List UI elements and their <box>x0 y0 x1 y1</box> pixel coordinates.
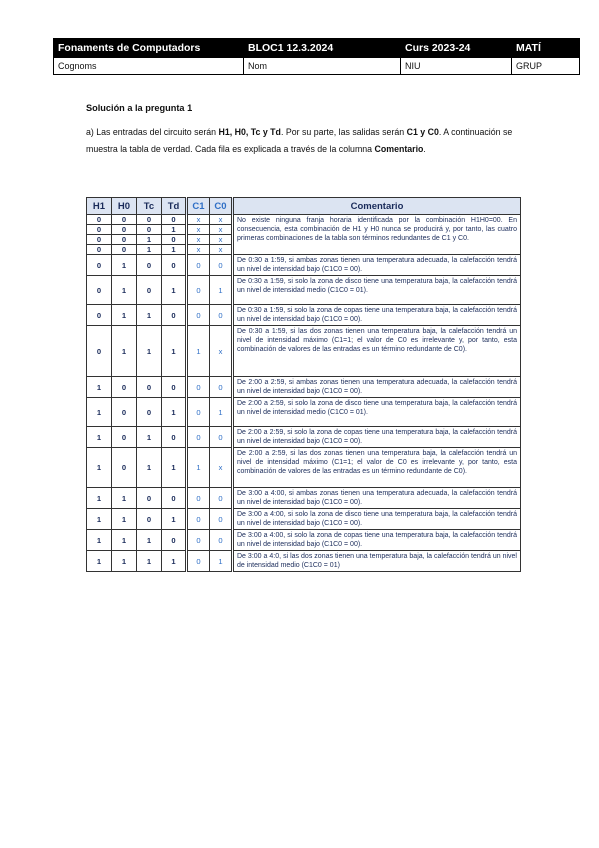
comment-cell: De 2:00 a 2:59, si solo la zona de copas tiene una temperatura baja, la calefacción tendrá un nivel de intensidad bajo (C1C0 = 00). <box>233 427 521 448</box>
intro-prefix: a) Las entradas del circuito serán <box>86 127 219 137</box>
cell-c1: 0 <box>187 530 210 551</box>
cell-c1: 0 <box>187 509 210 530</box>
comment-cell: De 2:00 a 2:59, si ambas zonas tienen una temperatura adecuada, la calefacción tendrá un nivel de intensidad bajo (C1C0 = 00). <box>233 377 521 398</box>
intro-inputs: H1, H0, Tc y Td <box>218 127 281 137</box>
header-tc: Tc <box>137 198 162 215</box>
cell-c1: 0 <box>187 398 210 427</box>
cell-td: 0 <box>162 305 187 326</box>
cell-h1: 1 <box>87 448 112 488</box>
cell-tc: 0 <box>137 377 162 398</box>
niu-field: NIU <box>401 58 512 75</box>
intro-end: . <box>423 144 426 154</box>
cell-tc: 1 <box>137 448 162 488</box>
cell-tc: 0 <box>137 398 162 427</box>
cell-c1: 0 <box>187 255 210 276</box>
header-h1: H1 <box>87 198 112 215</box>
cell-h0: 0 <box>112 427 137 448</box>
cell-tc: 1 <box>137 235 162 245</box>
bloc-date: BLOC1 12.3.2024 <box>244 39 401 58</box>
table-row <box>87 448 521 488</box>
exam-header <box>53 38 580 75</box>
truth-table <box>86 197 521 572</box>
cell-h0: 0 <box>112 448 137 488</box>
nom-field: Nom <box>244 58 401 75</box>
comment-cell: De 3:00 a 4:00, si solo la zona de disco tiene una temperatura baja, la calefacción tendrá un nivel de intensidad bajo (C1C0 = 00). <box>233 509 521 530</box>
cell-td: 1 <box>162 448 187 488</box>
table-row <box>87 509 521 530</box>
table-row <box>87 377 521 398</box>
cell-h1: 0 <box>87 276 112 305</box>
cell-h0: 1 <box>112 276 137 305</box>
cell-td: 0 <box>162 377 187 398</box>
cell-h0: 1 <box>112 255 137 276</box>
cell-tc: 1 <box>137 551 162 572</box>
truth-table-body <box>87 215 521 572</box>
cell-tc: 0 <box>137 509 162 530</box>
course-name: Fonaments de Computadors <box>54 39 244 58</box>
cell-td: 1 <box>162 398 187 427</box>
cell-h0: 1 <box>112 509 137 530</box>
cell-h0: 1 <box>112 551 137 572</box>
cell-c0: 0 <box>210 488 233 509</box>
cell-h1: 1 <box>87 398 112 427</box>
cell-tc: 1 <box>137 305 162 326</box>
intro-paragraph <box>86 124 526 158</box>
cell-h0: 0 <box>112 215 137 225</box>
cell-h1: 1 <box>87 551 112 572</box>
truth-table-header <box>87 198 521 215</box>
cell-tc: 1 <box>137 326 162 377</box>
cell-h1: 1 <box>87 488 112 509</box>
cell-c1: 0 <box>187 427 210 448</box>
cell-c1: 0 <box>187 488 210 509</box>
comment-cell: De 0:30 a 1:59, si solo la zona de copas tiene una temperatura baja, la calefacción tendrá un nivel de intensidad bajo (C1C0 = 00). <box>233 305 521 326</box>
intro-suffix: . A continuación se muestra la tabla de verdad. Cada fila es explicada a través de la columna <box>86 127 513 154</box>
cell-h1: 1 <box>87 377 112 398</box>
cell-tc: 0 <box>137 255 162 276</box>
cell-tc: 0 <box>137 215 162 225</box>
cell-h0: 1 <box>112 530 137 551</box>
comment-cell: De 3:00 a 4:00, si solo la zona de copas tiene una temperatura baja, la calefacción tendrá un nivel de intensidad bajo (C1C0 = 00). <box>233 530 521 551</box>
cell-c0: x <box>210 448 233 488</box>
cell-tc: 1 <box>137 427 162 448</box>
cell-c0: x <box>210 225 233 235</box>
comment-cell: De 0:30 a 1:59, si las dos zonas tienen una temperatura baja, la calefacción tendrá un nivel de intensidad máximo (C1=1; el valor de C0 es irrelevante y, por tanto, esta combinación de valores de las entradas es un término redundante de C0). <box>233 326 521 377</box>
cell-h1: 1 <box>87 509 112 530</box>
cell-h0: 1 <box>112 305 137 326</box>
cell-td: 0 <box>162 235 187 245</box>
table-row <box>87 398 521 427</box>
cell-tc: 1 <box>137 245 162 255</box>
cell-c0: x <box>210 215 233 225</box>
cell-c1: 0 <box>187 551 210 572</box>
intro-mid: . Por su parte, las salidas serán <box>280 127 407 137</box>
question-title: Solución a la pregunta 1 <box>86 103 193 113</box>
grup-field: GRUP <box>512 58 580 75</box>
cell-h1: 1 <box>87 530 112 551</box>
cell-td: 1 <box>162 276 187 305</box>
intro-outputs: C1 y C0 <box>406 127 439 137</box>
cell-c0: 1 <box>210 398 233 427</box>
cell-h1: 1 <box>87 427 112 448</box>
cell-c0: 0 <box>210 530 233 551</box>
header-c1: C1 <box>187 198 210 215</box>
cell-td: 0 <box>162 488 187 509</box>
cell-h1: 0 <box>87 245 112 255</box>
cell-h0: 0 <box>112 398 137 427</box>
table-row <box>87 305 521 326</box>
header-comentario: Comentario <box>233 198 521 215</box>
academic-year: Curs 2023-24 <box>401 39 512 58</box>
cell-h1: 0 <box>87 225 112 235</box>
comment-cell: De 2:00 a 2:59, si las dos zonas tienen una temperatura baja, la calefacción tendrá un nivel de intensidad máximo (C1=1; el valor de C0 es irrelevante y, por tanto, esta combinación de valores de las entradas es un término redundante de C0). <box>233 448 521 488</box>
cell-c1: 1 <box>187 326 210 377</box>
cell-c0: x <box>210 326 233 377</box>
cell-tc: 0 <box>137 276 162 305</box>
cell-h0: 0 <box>112 245 137 255</box>
cell-h1: 0 <box>87 235 112 245</box>
table-row <box>87 255 521 276</box>
cell-h0: 0 <box>112 235 137 245</box>
cell-tc: 1 <box>137 530 162 551</box>
cell-td: 1 <box>162 245 187 255</box>
cell-c0: 0 <box>210 427 233 448</box>
shift: MATÍ <box>512 39 580 58</box>
cell-c1: x <box>187 245 210 255</box>
table-row <box>87 326 521 377</box>
cell-c0: x <box>210 235 233 245</box>
cell-h1: 0 <box>87 305 112 326</box>
cell-td: 1 <box>162 509 187 530</box>
comment-cell: De 3:00 a 4:00, si ambas zonas tienen una temperatura adecuada, la calefacción tendrá un nivel de intensidad bajo (C1C0 = 00). <box>233 488 521 509</box>
cell-c1: 1 <box>187 448 210 488</box>
cell-td: 0 <box>162 530 187 551</box>
cell-td: 0 <box>162 427 187 448</box>
cell-c1: 0 <box>187 305 210 326</box>
cell-h0: 1 <box>112 326 137 377</box>
cell-c1: 0 <box>187 377 210 398</box>
cell-td: 0 <box>162 215 187 225</box>
cell-c0: 0 <box>210 377 233 398</box>
cell-c0: x <box>210 245 233 255</box>
table-row <box>87 276 521 305</box>
header-h0: H0 <box>112 198 137 215</box>
cell-c0: 0 <box>210 509 233 530</box>
cell-c0: 0 <box>210 255 233 276</box>
cell-tc: 0 <box>137 488 162 509</box>
comment-cell: De 3:00 a 4:0, si las dos zonas tienen una temperatura baja, la calefacción tendrá un nivel de intensidad medio (C1C0 = 01) <box>233 551 521 572</box>
cell-c1: x <box>187 225 210 235</box>
merged-comment-cell: No existe ninguna franja horaria identificada por la combinación H1H0=00. En consecuencia, esta combinación de H1 y H0 nunca se producirá y, por tanto, las cuatro primeras combinaciones de la tabla son términos redundantes de C1 y C0. <box>233 215 521 255</box>
cell-c1: x <box>187 215 210 225</box>
table-row <box>87 215 521 225</box>
cell-h0: 1 <box>112 488 137 509</box>
cell-c1: x <box>187 235 210 245</box>
header-td: Td <box>162 198 187 215</box>
cognoms-field: Cognoms <box>54 58 244 75</box>
cell-td: 1 <box>162 326 187 377</box>
intro-column: Comentario <box>374 144 424 154</box>
cell-tc: 0 <box>137 225 162 235</box>
cell-c1: 0 <box>187 276 210 305</box>
table-row <box>87 427 521 448</box>
cell-h0: 0 <box>112 377 137 398</box>
header-c0: C0 <box>210 198 233 215</box>
cell-c0: 1 <box>210 276 233 305</box>
cell-td: 1 <box>162 225 187 235</box>
table-row <box>87 488 521 509</box>
comment-cell: De 2:00 a 2:59, si solo la zona de disco tiene una temperatura baja, la calefacción tendrá un nivel de intensidad medio (C1C0 = 01). <box>233 398 521 427</box>
comment-cell: De 0:30 a 1:59, si ambas zonas tienen una temperatura adecuada, la calefacción tendrá un nivel de intensidad bajo (C1C0 = 00). <box>233 255 521 276</box>
cell-h1: 0 <box>87 255 112 276</box>
cell-h1: 0 <box>87 326 112 377</box>
table-row <box>87 551 521 572</box>
cell-c0: 0 <box>210 305 233 326</box>
cell-h0: 0 <box>112 225 137 235</box>
cell-td: 1 <box>162 551 187 572</box>
cell-h1: 0 <box>87 215 112 225</box>
comment-cell: De 0:30 a 1:59, si solo la zona de disco tiene una temperatura baja, la calefacción tendrá un nivel de intensidad medio (C1C0 = 01). <box>233 276 521 305</box>
cell-td: 0 <box>162 255 187 276</box>
table-row <box>87 530 521 551</box>
cell-c0: 1 <box>210 551 233 572</box>
